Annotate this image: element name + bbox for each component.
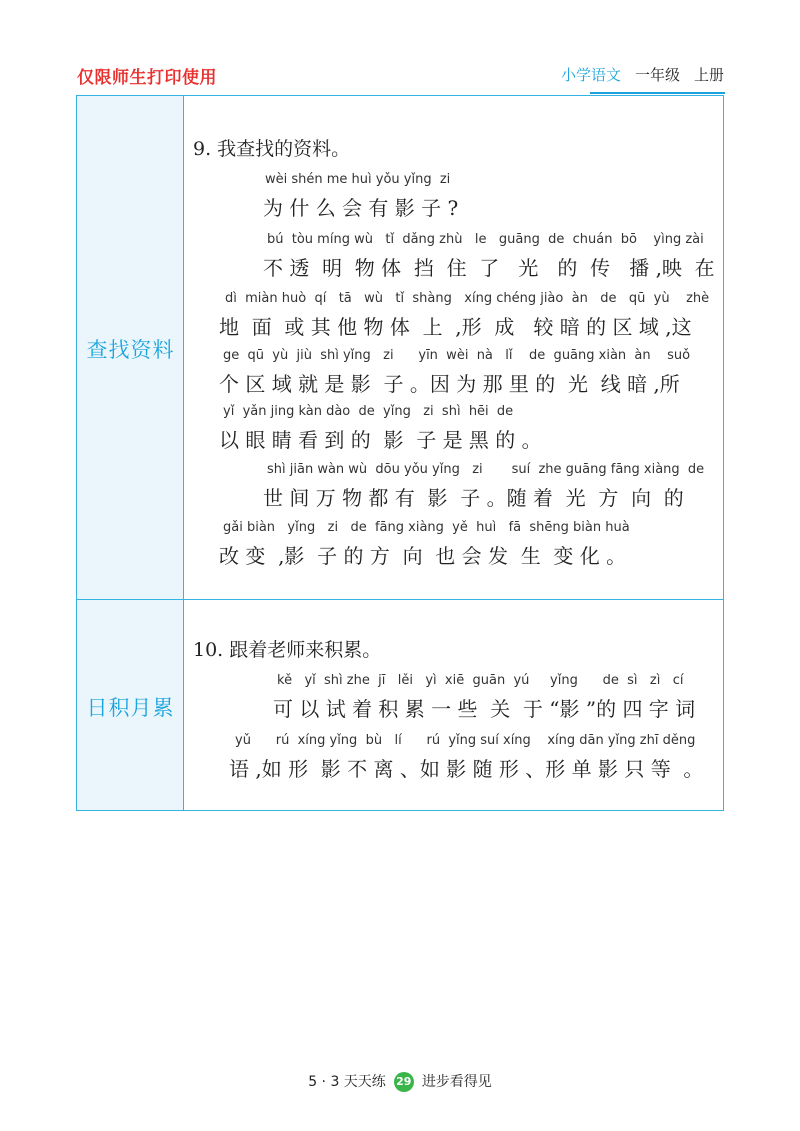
page-number-badge: 29: [394, 1072, 414, 1092]
hanzi-line: 语 ,如 形 影 不 离 、如 影 随 形 、形 单 影 只 等 。: [229, 757, 704, 781]
hanzi-line: 世 间 万 物 都 有 影 子 。随 着 光 方 向 的: [263, 486, 684, 510]
hanzi-line: 以 眼 睛 看 到 的 影 子 是 黑 的 。: [219, 428, 542, 452]
text-line: [193, 462, 713, 524]
pinyin-line: yǔ rú xíng yǐng bù lí rú yǐng suí xíng xíng dān yǐng zhī děng: [235, 733, 696, 748]
grade-label: 一年级: [634, 66, 680, 84]
pinyin-line: bú tòu míng wù tǐ dǎng zhù le guāng de chuán bō yìng zài: [267, 232, 704, 247]
question-title: 10. 跟着老师来积累。: [193, 639, 382, 661]
worksheet-table: [76, 95, 724, 811]
text-line: [193, 733, 713, 795]
text-line: [193, 404, 713, 466]
term-label: 上册: [693, 66, 724, 84]
row-divider: [77, 599, 723, 600]
question-title: 9. 我查找的资料。: [193, 138, 351, 160]
hanzi-line: 改 变 ,影 子 的 方 向 也 会 发 生 变 化 。: [219, 544, 627, 568]
page-footer: [0, 1071, 800, 1092]
section-label-accumulate: 日积月累: [86, 696, 175, 720]
text-line: [193, 291, 713, 353]
hanzi-line: 地 面 或 其 他 物 体 上 ,形 成 较 暗 的 区 域 ,这: [219, 315, 692, 339]
hanzi-line: 为 什 么 会 有 影 子 ?: [263, 196, 459, 220]
pinyin-line: wèi shén me huì yǒu yǐng zi: [265, 172, 451, 187]
print-notice: 仅限师生打印使用: [77, 68, 217, 88]
header-rule: [590, 92, 725, 94]
hanzi-line: 不 透 明 物 体 挡 住 了 光 的 传 播 ,映 在: [263, 256, 715, 280]
pinyin-line: dì miàn huò qí tā wù tǐ shàng xíng chéng jiào àn de qū yù zhè: [225, 291, 710, 306]
book-info: [561, 64, 724, 85]
text-line: [193, 172, 713, 234]
pinyin-line: ge qū yù jiù shì yǐng zi yīn wèi nà lǐ de guāng xiàn àn suǒ: [223, 348, 691, 363]
section-label-research: 查找资料: [86, 338, 175, 362]
pinyin-line: yǐ yǎn jing kàn dào de yǐng zi shì hēi de: [223, 404, 514, 419]
hanzi-line: 可 以 试 着 积 累 一 些 关 于 “影 ”的 四 字 词: [273, 697, 696, 721]
pinyin-line: kě yǐ shì zhe jī lěi yì xiē guān yú yǐng de sì zì cí: [277, 673, 684, 688]
subject-label: 小学语文: [560, 66, 621, 84]
text-line: [193, 520, 713, 582]
hanzi-line: 个 区 域 就 是 影 子 。因 为 那 里 的 光 线 暗 ,所: [219, 372, 680, 396]
footer-slogan: 进步看得见: [421, 1074, 492, 1090]
text-line: [193, 232, 713, 294]
text-line: [193, 348, 713, 410]
text-line: [193, 673, 713, 735]
footer-brand: 5 · 3 天天练: [308, 1074, 386, 1090]
pinyin-line: gǎi biàn yǐng zi de fāng xiàng yě huì fā shēng biàn huà: [223, 520, 630, 535]
pinyin-line: shì jiān wàn wù dōu yǒu yǐng zi suí zhe guāng fāng xiàng de: [267, 462, 705, 477]
